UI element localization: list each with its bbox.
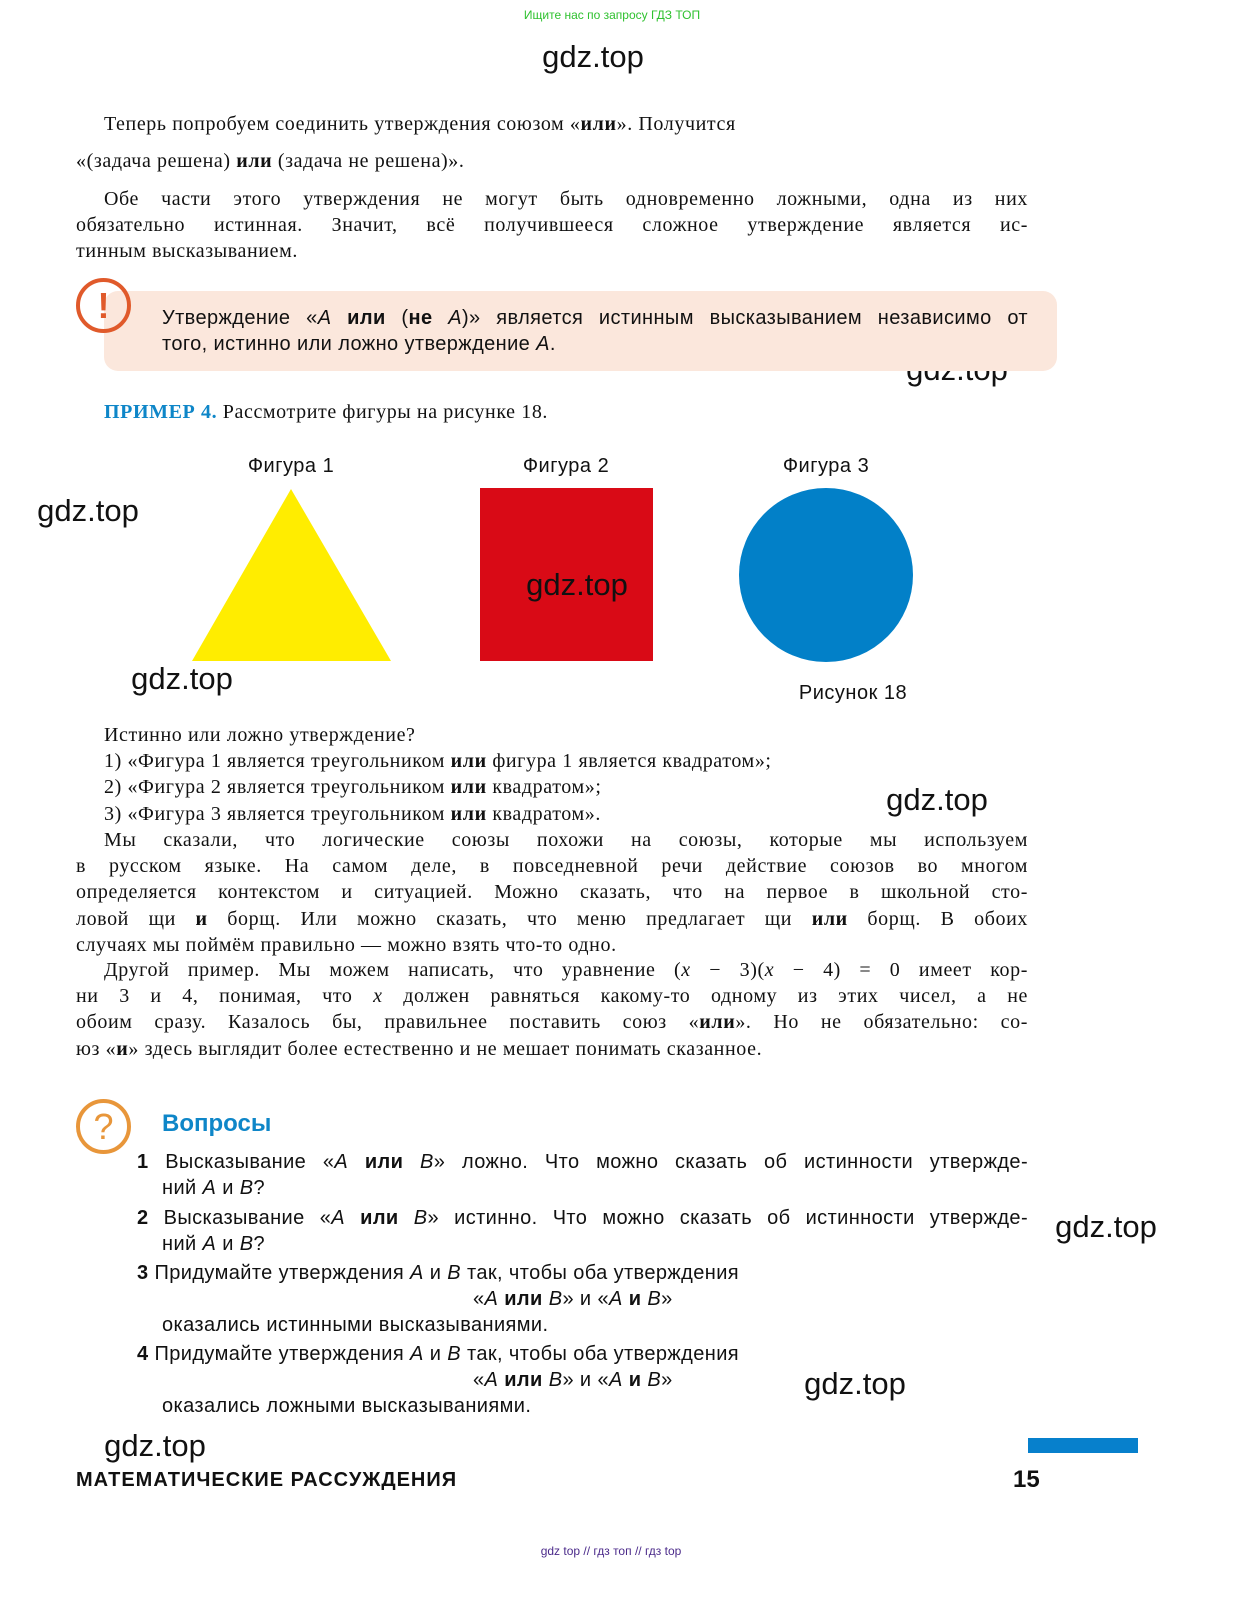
italic-text: B bbox=[239, 1233, 254, 1256]
text-line bbox=[76, 827, 1028, 853]
italic-text: A bbox=[608, 1288, 623, 1310]
question-4 bbox=[137, 1341, 1028, 1367]
question-3-formula bbox=[137, 1286, 1028, 1312]
text: . bbox=[549, 333, 556, 356]
question-number: 4 bbox=[137, 1343, 149, 1365]
text: ». Получится bbox=[616, 113, 736, 135]
question-3 bbox=[137, 1260, 1028, 1286]
text-line bbox=[76, 983, 1028, 1009]
text: обоим сразу. Казалось бы, правильнее поставить союз « bbox=[76, 1011, 700, 1034]
text-line bbox=[162, 1393, 1028, 1419]
text: − 4) = 0 имеет кор- bbox=[774, 959, 1028, 981]
text: ловой щи bbox=[76, 907, 196, 930]
text-line bbox=[137, 1260, 1028, 1286]
text: Придумайте утверждения bbox=[148, 1262, 411, 1284]
watermark: gdz.top bbox=[37, 493, 139, 528]
italic-text: A bbox=[484, 1288, 499, 1310]
question-list bbox=[104, 722, 1028, 827]
blue-circle bbox=[739, 488, 913, 662]
text: » ложно. Что можно сказать об истинности утвержде- bbox=[433, 1151, 1028, 1173]
text-line bbox=[76, 957, 1028, 983]
text-line bbox=[76, 1009, 1028, 1035]
question-number: 2 bbox=[137, 1207, 149, 1229]
text: Теперь попробуем соединить утверждения союзом « bbox=[104, 113, 581, 135]
text-line bbox=[137, 1205, 1028, 1231]
watermark: gdz.top bbox=[542, 39, 644, 74]
italic-text: A bbox=[202, 1233, 217, 1256]
figure-caption: Рисунок 18 bbox=[798, 682, 908, 704]
bold-text: и bbox=[116, 1037, 129, 1060]
bold-text: или bbox=[450, 802, 487, 825]
text: Утверждение « bbox=[162, 307, 318, 329]
text-line bbox=[104, 774, 1028, 800]
text: Высказывание « bbox=[148, 1207, 332, 1229]
text: ( bbox=[385, 307, 409, 329]
text-line bbox=[76, 853, 1028, 879]
question-4-formula bbox=[137, 1367, 1028, 1393]
question-number: 1 bbox=[137, 1151, 149, 1173]
text-line bbox=[76, 906, 1028, 932]
text-line bbox=[473, 1286, 1028, 1312]
example-label: ПРИМЕР 4. bbox=[104, 401, 218, 423]
italic-text: x bbox=[764, 959, 775, 981]
question-3-end bbox=[162, 1312, 1028, 1338]
text: в русском языке. На самом деле, в повседневной речи действие союзов во многом bbox=[76, 855, 1028, 878]
text: оказались ложными высказываниями. bbox=[162, 1395, 532, 1417]
text bbox=[399, 1207, 414, 1229]
text: )» является истинным высказыванием независимо от bbox=[461, 307, 1028, 329]
text: так, чтобы оба утверждения bbox=[461, 1262, 740, 1284]
text: Обе части этого утверждения не могут быть одновременно ложными, одна из них bbox=[104, 188, 1028, 210]
bold-text: и bbox=[195, 907, 208, 930]
italic-text: A bbox=[484, 1369, 499, 1391]
search-hint: Ищите нас по запросу ГДЗ ТОП bbox=[523, 8, 701, 22]
watermark: gdz.top bbox=[1055, 1209, 1157, 1244]
italic-text: A bbox=[410, 1262, 424, 1284]
text: «(задача решена) bbox=[76, 150, 237, 172]
watermark: gdz.top bbox=[804, 1366, 906, 1401]
text: ? bbox=[253, 1177, 266, 1200]
italic-text: A bbox=[608, 1369, 623, 1391]
text: определяется контекстом и ситуацией. Можно сказать, что на первое в школьной сто- bbox=[76, 881, 1028, 904]
italic-text: x bbox=[681, 959, 691, 981]
text: борщ. Или можно сказать, что меню предлагает щи bbox=[207, 907, 812, 930]
text: (задача не решена)». bbox=[272, 150, 465, 172]
bold-text: или bbox=[580, 113, 617, 135]
text: − 3)( bbox=[690, 959, 765, 981]
paragraph-equation bbox=[76, 957, 1028, 1062]
text-line bbox=[104, 801, 1028, 827]
question-4-end bbox=[162, 1393, 1028, 1419]
italic-text: A bbox=[202, 1177, 217, 1200]
text: ний bbox=[162, 1233, 203, 1256]
bold-text: или bbox=[348, 1151, 404, 1173]
italic-text: B bbox=[447, 1262, 462, 1284]
text: » и « bbox=[562, 1288, 609, 1310]
watermark: gdz.top bbox=[886, 782, 988, 817]
text: » bbox=[661, 1369, 673, 1391]
italic-text: A bbox=[334, 1151, 349, 1173]
italic-text: B bbox=[413, 1207, 428, 1229]
text: ни 3 и 4, понимая, что bbox=[76, 985, 374, 1008]
italic-text: A bbox=[448, 307, 462, 329]
italic-text: B bbox=[447, 1343, 462, 1365]
text-line bbox=[76, 879, 1028, 905]
text: квадратом»; bbox=[486, 776, 602, 799]
bold-text: или bbox=[236, 150, 273, 172]
italic-text: A bbox=[331, 1207, 346, 1229]
bold-text: или bbox=[699, 1011, 736, 1034]
text: обязательно истинная. Значит, всё получившееся сложное утверждение является ис- bbox=[76, 214, 1028, 237]
watermark: gdz.top bbox=[104, 1428, 206, 1463]
text: » bbox=[661, 1288, 673, 1310]
page-number: 15 bbox=[1013, 1466, 1040, 1493]
yellow-triangle bbox=[192, 489, 391, 661]
italic-text: B bbox=[420, 1151, 434, 1173]
bold-text: или bbox=[345, 1207, 399, 1229]
text: того, истинно или ложно утверждение bbox=[162, 333, 537, 356]
text: Придумайте утверждения bbox=[148, 1343, 411, 1365]
text: Мы сказали, что логические союзы похожи на союзы, которые мы используем bbox=[104, 829, 1028, 851]
italic-text: A bbox=[317, 307, 332, 329]
text: 2) «Фигура 2 является треугольником bbox=[104, 776, 451, 799]
text-line bbox=[137, 1341, 1028, 1367]
text: должен равняться какому-то одному из этих чисел, а не bbox=[382, 985, 1028, 1008]
question-2 bbox=[137, 1205, 1028, 1257]
bold-text: или bbox=[450, 776, 487, 799]
text: ний bbox=[162, 1177, 203, 1200]
italic-text: A bbox=[536, 333, 550, 356]
text: фигура 1 является квадратом»; bbox=[486, 750, 772, 773]
text-line bbox=[76, 1036, 1028, 1062]
text: борщ. В обоих bbox=[847, 907, 1029, 930]
bold-text: и bbox=[622, 1288, 642, 1310]
questions-title: Вопросы bbox=[162, 1110, 272, 1137]
text: квадратом». bbox=[486, 802, 601, 825]
footer-watermark: gdz top // гдз топ // гдз top bbox=[540, 1544, 682, 1558]
text: так, чтобы оба утверждения bbox=[461, 1343, 740, 1365]
exclamation-icon: ! bbox=[76, 278, 131, 333]
italic-text: B bbox=[647, 1369, 662, 1391]
italic-text: x bbox=[373, 985, 383, 1008]
text: и bbox=[423, 1343, 448, 1365]
text: Другой пример. Мы можем написать, что уравнение ( bbox=[104, 959, 682, 981]
figure-1-label: Фигура 1 bbox=[247, 455, 335, 477]
text: оказались истинными высказываниями. bbox=[162, 1314, 549, 1336]
italic-text: A bbox=[410, 1343, 424, 1365]
question-icon: ? bbox=[76, 1099, 131, 1154]
figure-3-label: Фигура 3 bbox=[782, 455, 870, 477]
text: и bbox=[423, 1262, 448, 1284]
text-line bbox=[137, 1175, 1028, 1201]
text-line bbox=[76, 932, 1028, 958]
text-line bbox=[104, 748, 1028, 774]
text: « bbox=[473, 1288, 485, 1310]
question-number: 3 bbox=[137, 1262, 149, 1284]
figures-drawing bbox=[0, 0, 1252, 720]
bold-text: не bbox=[408, 307, 433, 329]
text: » и « bbox=[562, 1369, 609, 1391]
bold-text: или bbox=[498, 1288, 543, 1310]
bold-text: или bbox=[331, 307, 386, 329]
italic-text: B bbox=[548, 1369, 563, 1391]
text: » истинно. Что можно сказать об истинности утвержде- bbox=[427, 1207, 1028, 1229]
italic-text: B bbox=[647, 1288, 662, 1310]
text: 1) «Фигура 1 является треугольником bbox=[104, 750, 451, 773]
bold-text: или bbox=[498, 1369, 543, 1391]
italic-text: B bbox=[548, 1288, 563, 1310]
text: и bbox=[216, 1233, 240, 1256]
figure-2-label: Фигура 2 bbox=[522, 455, 610, 477]
text-line bbox=[137, 1231, 1028, 1257]
text-line bbox=[137, 1149, 1028, 1175]
example-text: Рассмотрите фигуры на рисунке 18. bbox=[217, 401, 549, 423]
question-1 bbox=[137, 1149, 1028, 1201]
section-title: МАТЕМАТИЧЕСКИЕ РАССУЖДЕНИЯ bbox=[76, 1469, 458, 1491]
text-line bbox=[104, 722, 1028, 748]
text: юз « bbox=[76, 1037, 117, 1060]
bold-text: или bbox=[811, 907, 848, 930]
italic-text: B bbox=[239, 1177, 254, 1200]
text: тинным высказыванием. bbox=[76, 240, 298, 263]
paragraph-conjunctions bbox=[76, 827, 1028, 958]
page-accent-bar bbox=[1028, 1438, 1138, 1453]
bold-text: и bbox=[622, 1369, 642, 1391]
watermark: gdz.top bbox=[526, 567, 628, 602]
text: и bbox=[216, 1177, 240, 1200]
text: случаях мы поймём правильно — можно взять что-то одно. bbox=[76, 933, 617, 956]
text-line bbox=[162, 1312, 1028, 1338]
bold-text: или bbox=[450, 750, 487, 773]
text bbox=[403, 1151, 420, 1173]
text: ? bbox=[253, 1233, 266, 1256]
text: « bbox=[473, 1369, 485, 1391]
text: Высказывание « bbox=[148, 1151, 335, 1173]
text: Истинно или ложно утверждение? bbox=[104, 724, 416, 746]
text: » здесь выглядит более естественно и не мешает понимать сказанное. bbox=[128, 1037, 763, 1060]
text: 3) «Фигура 3 является треугольником bbox=[104, 802, 451, 825]
watermark: gdz.top bbox=[131, 661, 233, 696]
text-line bbox=[473, 1367, 1028, 1393]
text: ». Но не обязательно: со- bbox=[735, 1011, 1028, 1034]
